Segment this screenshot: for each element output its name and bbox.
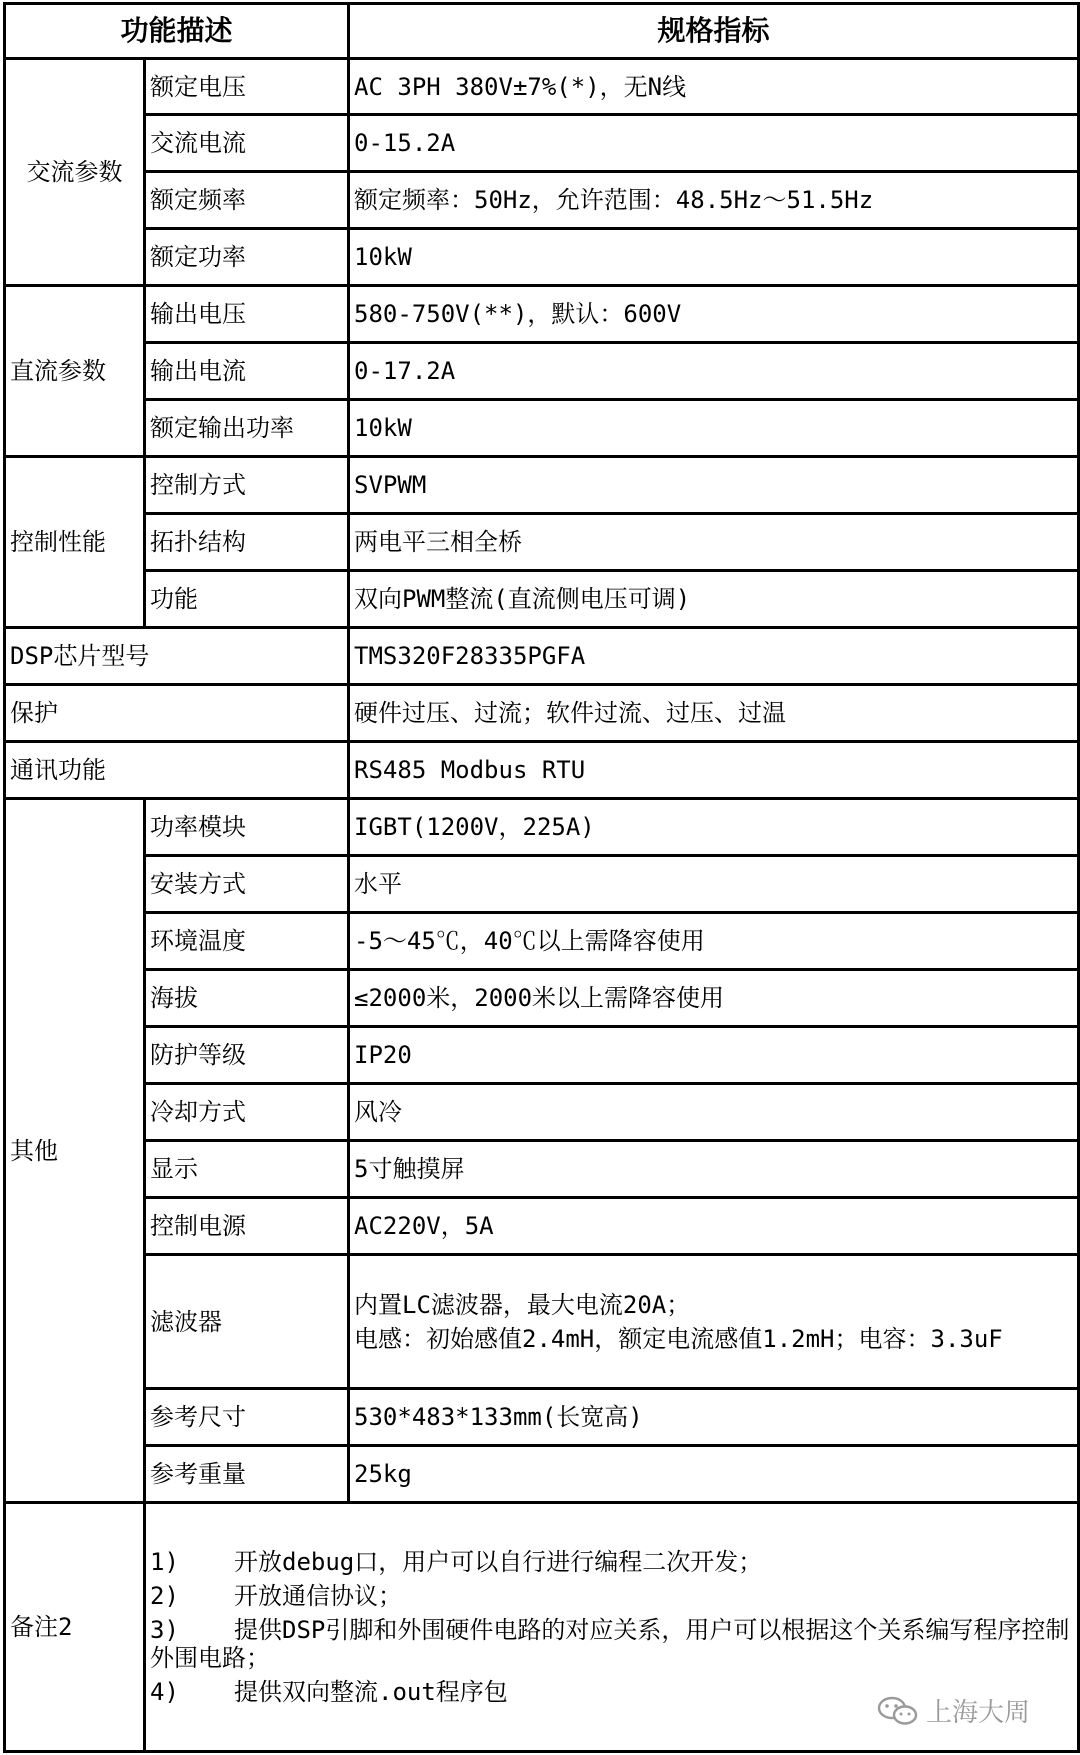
table-row bbox=[5, 286, 1079, 343]
row-value-filter bbox=[349, 1255, 1079, 1389]
row-value: ≤2000米，2000米以上需降容使用 bbox=[349, 970, 1079, 1027]
row-label: 额定电压 bbox=[145, 59, 349, 115]
table-row bbox=[5, 1084, 1079, 1141]
row-value: IP20 bbox=[349, 1027, 1079, 1084]
row-value: RS485 Modbus RTU bbox=[349, 742, 1079, 799]
row-value: 5寸触摸屏 bbox=[349, 1141, 1079, 1198]
row-label: 输出电压 bbox=[145, 286, 349, 343]
row-value: -5～45℃，40℃以上需降容使用 bbox=[349, 913, 1079, 970]
table-row bbox=[5, 172, 1079, 229]
table-row bbox=[5, 799, 1079, 856]
table-row bbox=[5, 1027, 1079, 1084]
category-ac: 交流参数 bbox=[5, 59, 145, 286]
note-item bbox=[150, 1616, 1073, 1672]
table-header-row bbox=[5, 4, 1079, 59]
row-label: 参考尺寸 bbox=[145, 1389, 349, 1446]
row-label: 控制电源 bbox=[145, 1198, 349, 1255]
category-dc: 直流参数 bbox=[5, 286, 145, 457]
table-row bbox=[5, 1198, 1079, 1255]
row-label: 冷却方式 bbox=[145, 1084, 349, 1141]
row-value: AC220V，5A bbox=[349, 1198, 1079, 1255]
table-row bbox=[5, 1389, 1079, 1446]
table-row bbox=[5, 343, 1079, 400]
note-text: 提供双向整流.out程序包 bbox=[234, 1678, 508, 1706]
row-label-communication: 通讯功能 bbox=[5, 742, 349, 799]
table-row bbox=[5, 628, 1079, 685]
header-function: 功能描述 bbox=[5, 4, 349, 59]
row-value: 双向PWM整流(直流侧电压可调) bbox=[349, 571, 1079, 628]
table-row-filter bbox=[5, 1255, 1079, 1389]
row-value: 530*483*133mm(长宽高) bbox=[349, 1389, 1079, 1446]
row-label: 输出电流 bbox=[145, 343, 349, 400]
note-number: 4) bbox=[150, 1678, 179, 1706]
note-number: 2) bbox=[150, 1582, 179, 1610]
note-number: 1) bbox=[150, 1548, 179, 1576]
row-value: 25kg bbox=[349, 1446, 1079, 1503]
row-value: 水平 bbox=[349, 856, 1079, 913]
table-row bbox=[5, 685, 1079, 742]
category-control: 控制性能 bbox=[5, 457, 145, 628]
row-label-filter: 滤波器 bbox=[145, 1255, 349, 1389]
table-row bbox=[5, 1446, 1079, 1503]
row-value: 580-750V(**)，默认：600V bbox=[349, 286, 1079, 343]
watermark-text: 上海大周 bbox=[925, 1698, 1030, 1728]
watermark bbox=[876, 1692, 1030, 1729]
row-value: 两电平三相全桥 bbox=[349, 514, 1079, 571]
row-value: TMS320F28335PGFA bbox=[349, 628, 1079, 685]
table-row bbox=[5, 59, 1079, 115]
row-value: 0-17.2A bbox=[349, 343, 1079, 400]
filter-line-2: 电感：初始感值2.4mH，额定电流感值1.2mH；电容：3.3uF bbox=[354, 1324, 1003, 1353]
row-label: 额定输出功率 bbox=[145, 400, 349, 457]
row-label: 功率模块 bbox=[145, 799, 349, 856]
row-label: 显示 bbox=[145, 1141, 349, 1198]
row-label: 拓扑结构 bbox=[145, 514, 349, 571]
row-label: 功能 bbox=[145, 571, 349, 628]
table-row bbox=[5, 913, 1079, 970]
row-label: 额定功率 bbox=[145, 229, 349, 286]
note-number: 3) bbox=[150, 1616, 179, 1644]
table-row bbox=[5, 742, 1079, 799]
filter-line-1: 内置LC滤波器，最大电流20A； bbox=[354, 1290, 691, 1319]
row-label-protection: 保护 bbox=[5, 685, 349, 742]
row-label: 控制方式 bbox=[145, 457, 349, 514]
table-row bbox=[5, 229, 1079, 286]
row-value: 风冷 bbox=[349, 1084, 1079, 1141]
row-value: 0-15.2A bbox=[349, 115, 1079, 172]
spec-table bbox=[3, 2, 1080, 1753]
table-row bbox=[5, 115, 1079, 172]
row-value: 额定频率：50Hz，允许范围：48.5Hz～51.5Hz bbox=[349, 172, 1079, 229]
header-spec: 规格指标 bbox=[349, 4, 1079, 59]
note-text: 开放debug口，用户可以自行进行编程二次开发； bbox=[234, 1548, 763, 1576]
row-label: 交流电流 bbox=[145, 115, 349, 172]
row-label: 防护等级 bbox=[145, 1027, 349, 1084]
row-label-dsp: DSP芯片型号 bbox=[5, 628, 349, 685]
table-row bbox=[5, 457, 1079, 514]
table-row bbox=[5, 514, 1079, 571]
category-notes: 备注2 bbox=[5, 1503, 145, 1752]
row-label: 额定频率 bbox=[145, 172, 349, 229]
table-row bbox=[5, 400, 1079, 457]
category-other: 其他 bbox=[5, 799, 145, 1503]
table-row bbox=[5, 856, 1079, 913]
note-item bbox=[150, 1582, 1073, 1610]
table-row bbox=[5, 571, 1079, 628]
row-value: 10kW bbox=[349, 229, 1079, 286]
table-row bbox=[5, 970, 1079, 1027]
wechat-icon bbox=[876, 1695, 920, 1727]
note-item bbox=[150, 1548, 1073, 1576]
note-text: 提供DSP引脚和外围硬件电路的对应关系，用户可以根据这个关系编写程序控制外围电路； bbox=[150, 1616, 1070, 1672]
row-label: 参考重量 bbox=[145, 1446, 349, 1503]
note-text: 开放通信协议； bbox=[234, 1582, 402, 1610]
row-label: 安装方式 bbox=[145, 856, 349, 913]
row-value: SVPWM bbox=[349, 457, 1079, 514]
row-value: 10kW bbox=[349, 400, 1079, 457]
row-value: 硬件过压、过流；软件过流、过压、过温 bbox=[349, 685, 1079, 742]
row-value: AC 3PH 380V±7%(*)，无N线 bbox=[349, 59, 1079, 115]
row-label: 环境温度 bbox=[145, 913, 349, 970]
table-row bbox=[5, 1141, 1079, 1198]
row-label: 海拔 bbox=[145, 970, 349, 1027]
row-value: IGBT(1200V，225A) bbox=[349, 799, 1079, 856]
